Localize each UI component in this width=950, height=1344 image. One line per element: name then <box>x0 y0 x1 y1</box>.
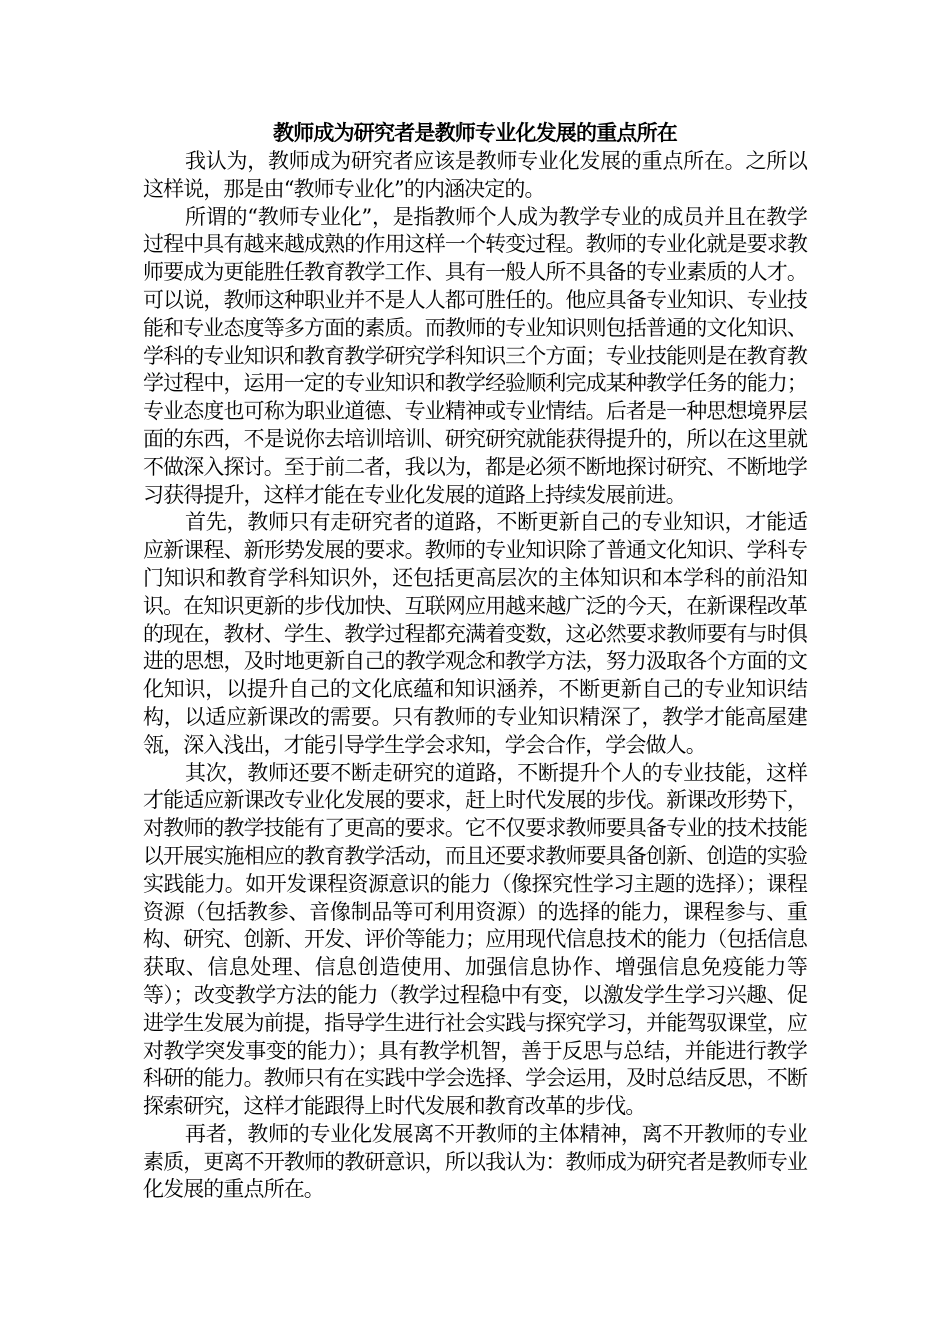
document-title: 教师成为研究者是教师专业化发展的重点所在 <box>273 120 677 145</box>
paragraph-3: 首先，教师只有走研究者的道路，不断更新自己的专业知识，才能适应新课程、新形势发展的要求。教师的专业知识除了普通文化知识、学科专门知识和教育学科知识外，还包括更高层次的主体知识和本学科的前沿知识。在知识更新的步伐加快、互联网应用越来越广泛的今天，在新课程改革的现在，教材、学生、教学过程都充满着变数，这必然要求教师要有与时俱进的思想，及时地更新自己的教学观念和教学方法，努力汲取各个方面的文化知识，以提升自己的文化底蕴和知识涵养，不断更新自己的专业知识结构，以适应新课改的需要。只有教师的专业知识精深了，教学才能高屋建瓴，深入浅出，才能引导学生学会求知，学会合作，学会做人。 <box>143 510 807 757</box>
document-page <box>143 118 807 1204</box>
paragraph-2: 所谓的“教师专业化”，是指教师个人成为教学专业的成员并且在教学过程中具有越来越成熟的作用这样一个转变过程。教师的专业化就是要求教师要成为更能胜任教育教学工作、具有一般人所不具备的专业素质的人才。可以说，教师这种职业并不是人人都可胜任的。他应具备专业知识、专业技能和专业态度等多方面的素质。而教师的专业知识则包括普通的文化知识、学科的专业知识和教育教学研究学科知识三个方面；专业技能则是在教育教学过程中，运用一定的专业知识和教学经验顺利完成某种教学任务的能力；专业态度也可称为职业道德、专业精神或专业情结。后者是一种思想境界层面的东西，不是说你去培训培训、研究研究就能获得提升的，所以在这里就不做深入探讨。至于前二者，我以为，都是必须不断地探讨研究、不断地学习获得提升，这样才能在专业化发展的道路上持续发展前进。 <box>143 204 807 507</box>
paragraph-4: 其次，教师还要不断走研究的道路，不断提升个人的专业技能，这样才能适应新课改专业化发展的要求，赶上时代发展的步伐。新课改形势下，对教师的教学技能有了更高的要求。它不仅要求教师要具备专业的技术技能以开展实施相应的教育教学活动，而且还要求教师要具备创新、创造的实验实践能力。如开发课程资源意识的能力（像探究性学习主题的选择）；课程资源（包括教参、音像制品等可利用资源）的选择的能力，课程参与、重构、研究、创新、开发、评价等能力；应用现代信息技术的能力（包括信息获取、信息处理、信息创造使用、加强信息协作、增强信息免疫能力等等）；改变教学方法的能力（教学过程稳中有变，以激发学生学习兴趣、促进学生发展为前提，指导学生进行社会实践与探究学习，并能驾驭课堂，应对教学突发事变的能力）；具有教学机智，善于反思与总结，并能进行教学科研的能力。教师只有在实践中学会选择、学会运用，及时总结反思，不断探索研究，这样才能跟得上时代发展和教育改革的步伐。 <box>143 760 807 1119</box>
paragraph-5: 再者，教师的专业化发展离不开教师的主体精神，离不开教师的专业素质，更离不开教师的教研意识，所以我认为：教师成为研究者是教师专业化发展的重点所在。 <box>143 1121 807 1202</box>
paragraph-1: 我认为，教师成为研究者应该是教师专业化发展的重点所在。之所以这样说，那是由“教师专业化”的内涵决定的。 <box>143 149 807 201</box>
